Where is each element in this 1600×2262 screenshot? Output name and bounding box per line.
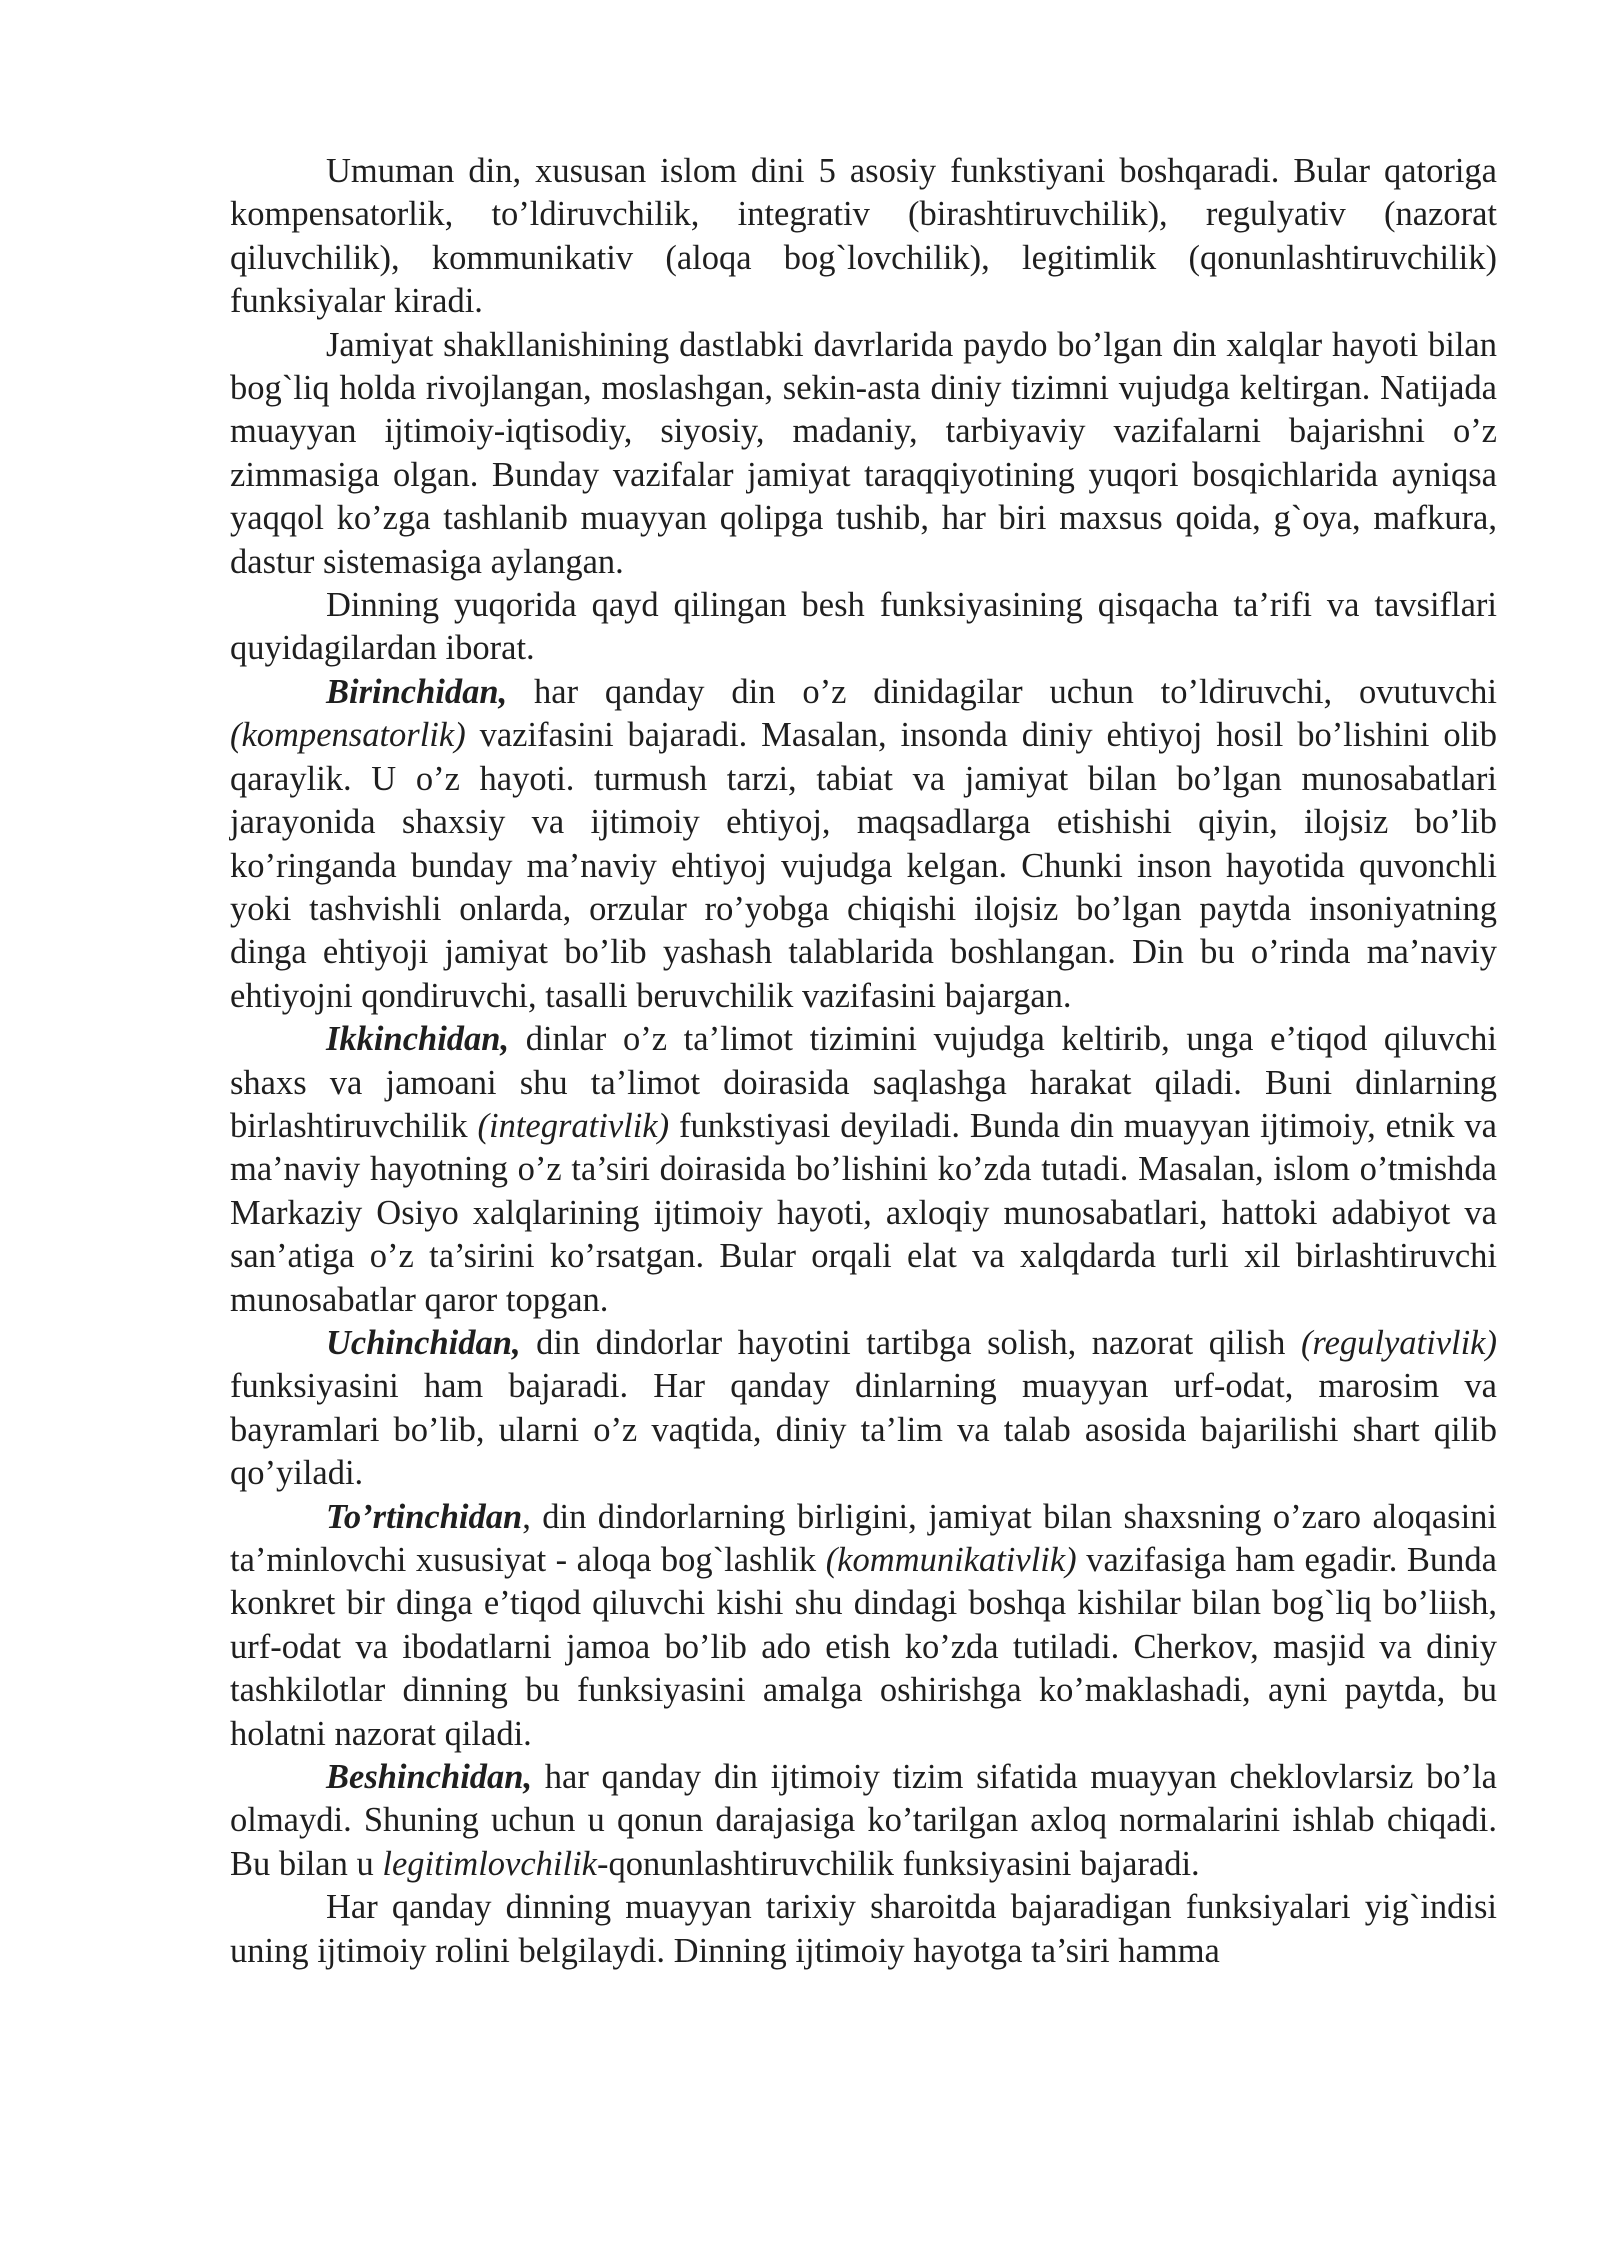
section-lead: Uchinchidan, xyxy=(326,1323,521,1362)
paragraph-first-function xyxy=(230,671,1497,1018)
section-lead: Ikkinchidan, xyxy=(326,1020,510,1059)
paragraph-text: din dindorlar hayotini tartibga solish, nazorat qilish xyxy=(520,1323,1301,1362)
paragraph-intro xyxy=(230,150,1497,324)
term-emphasis: (integrativlik) xyxy=(477,1106,670,1145)
paragraph-text: Dinning yuqorida qayd qilingan besh funksiyasining qisqacha ta’rifi va tavsiflari quyidagilardan iborat. xyxy=(230,586,1497,668)
paragraph-third-function xyxy=(230,1322,1497,1496)
paragraph-text: Jamiyat shakllanishining dastlabki davrlarida paydo bo’lgan din xalqlar hayoti bilan bog`liq holda rivojlangan, moslashgan, sekin-asta diniy tizimni vujudga keltirgan. Natijada muayyan ijtimoiy-iqtisodiy, siyosiy, madaniy, tarbiyaviy vazifalarni bajarishni o’z zimmasiga olgan. Bunday vazifalar jamiyat taraqqiyotining yuqori bosqichlarida ayniqsa yaqqol ko’zga tashlanib muayyan qolipga tushib, har biri maxsus qoida, g`oya, mafkura, dastur sistemasiga aylangan. xyxy=(230,325,1497,581)
paragraph-text: har qanday din ijtimoiy tizim sifatida muayyan cheklovlarsiz bo’la olmaydi. Shuning uchun u qonun darajasiga ko’tarilgan axloq normalarini ishlab chiqadi. Bu bilan u xyxy=(230,1758,1497,1883)
paragraph-text: , din dindorlarning birligini, jamiyat bilan shaxsning o’zaro aloqasini ta’minlovchi xususiyat - aloqa bog`lashlik xyxy=(230,1497,1497,1579)
paragraph-text: vazifasiga ham egadir. Bunda konkret bir dinga e’tiqod qiluvchi kishi shu dindagi boshqa kishilar bilan bog`liq bo’liish, urf-odat va ibodatlarni jamoa bo’lib ado etish ko’zda tutiladi. Cherkov, masjid va diniy tashkilotlar dinning bu funksiyasini amalga oshirishga ko’maklashadi, ayni paytda, bu holatni nazorat qiladi. xyxy=(230,1541,1497,1753)
paragraph-text: dinlar o’z ta’limot tizimini vujudga keltirib, unga e’tiqod qiluvchi shaxs va jamoani shu ta’limot doirasida saqlashga harakat qiladi. Buni dinlarning birlashtiruvchilik xyxy=(230,1020,1497,1145)
section-lead: Birinchidan, xyxy=(326,672,508,711)
paragraph-second-function xyxy=(230,1018,1497,1322)
term-emphasis: (kommunikativlik) xyxy=(825,1541,1077,1579)
section-lead: To’rtinchidan xyxy=(326,1497,523,1536)
document-page xyxy=(230,150,1497,1973)
paragraph-conclusion xyxy=(230,1886,1497,1973)
paragraph-text: -qonunlashtiruvchilik funksiyasini bajaradi. xyxy=(596,1844,1200,1883)
section-lead: Beshinchidan, xyxy=(326,1758,533,1797)
term-emphasis: legitimlovchilik xyxy=(382,1844,597,1883)
paragraph-text: har qanday din o’z dinidagilar uchun to’ldiruvchi, ovutuvchi xyxy=(507,672,1497,711)
paragraph-text: funksiyasini ham bajaradi. Har qanday dinlarning muayyan urf-odat, marosim va bayramlari bo’lib, ularni o’z vaqtida, diniy ta’lim va talab asosida bajarilishi shart qilib qo’yiladi. xyxy=(230,1367,1497,1493)
paragraph-overview xyxy=(230,584,1497,671)
paragraph-history xyxy=(230,324,1497,584)
paragraph-text: Har qanday dinning muayyan tarixiy sharoitda bajaradigan funksiyalari yig`indisi uning ijtimoiy rolini belgilaydi. Dinning ijtimoiy hayotga ta’siri hamma xyxy=(230,1888,1497,1970)
paragraph-text: funkstiyasi deyiladi. Bunda din muayyan ijtimoiy, etnik va ma’naviy hayotning o’z ta’siri doirasida bo’lishini ko’zda tutadi. Masalan, islom o’tmishda Markaziy Osiyo xalqlarining ijtimoiy hayoti, axloqiy munosabatlari, hattoki adabiyot va san’atiga o’z ta’sirini ko’rsatgan. Bular orqali elat va xalqdarda turli xil birlashtiruvchi munosabatlar qaror topgan. xyxy=(230,1106,1497,1319)
paragraph-text: Umuman din, xususan islom dini 5 asosiy funkstiyani boshqaradi. Bular qatoriga kompensatorlik, to’ldiruvchilik, integrativ (birashtiruvchilik), regulyativ (nazorat qiluvchilik), kommunikativ (aloqa bog`lovchilik), legitimlik (qonunlashtiruvchilik) funksiyalar kiradi. xyxy=(230,152,1497,321)
paragraph-fifth-function xyxy=(230,1756,1497,1886)
term-emphasis: (regulyativlik) xyxy=(1300,1323,1497,1362)
paragraph-text: vazifasini bajaradi. Masalan, insonda diniy ehtiyoj hosil bo’lishini olib qaraylik. U o’z hayoti. turmush tarzi, tabiat va jamiyat bilan bo’lgan munosabatlari jarayonida shaxsiy va ijtimoiy ehtiyoj, maqsadlarga etishishi qiyin, ilojsiz bo’lib ko’ringanda bunday ma’naviy ehtiyoj vujudga kelgan. Chunki inson hayotida quvonchli yoki tashvishli onlarda, orzular ro’yobga chiqishi ilojsiz bo’lgan paytda insoniyatning dinga ehtiyoji jamiyat bo’lib yashash talablarida boshlangan. Din bu o’rinda ma’naviy ehtiyojni qondiruvchi, tasalli beruvchilik vazifasini bajargan. xyxy=(230,716,1497,1015)
term-emphasis: (kompensatorlik) xyxy=(230,716,466,755)
paragraph-fourth-function xyxy=(230,1496,1497,1756)
